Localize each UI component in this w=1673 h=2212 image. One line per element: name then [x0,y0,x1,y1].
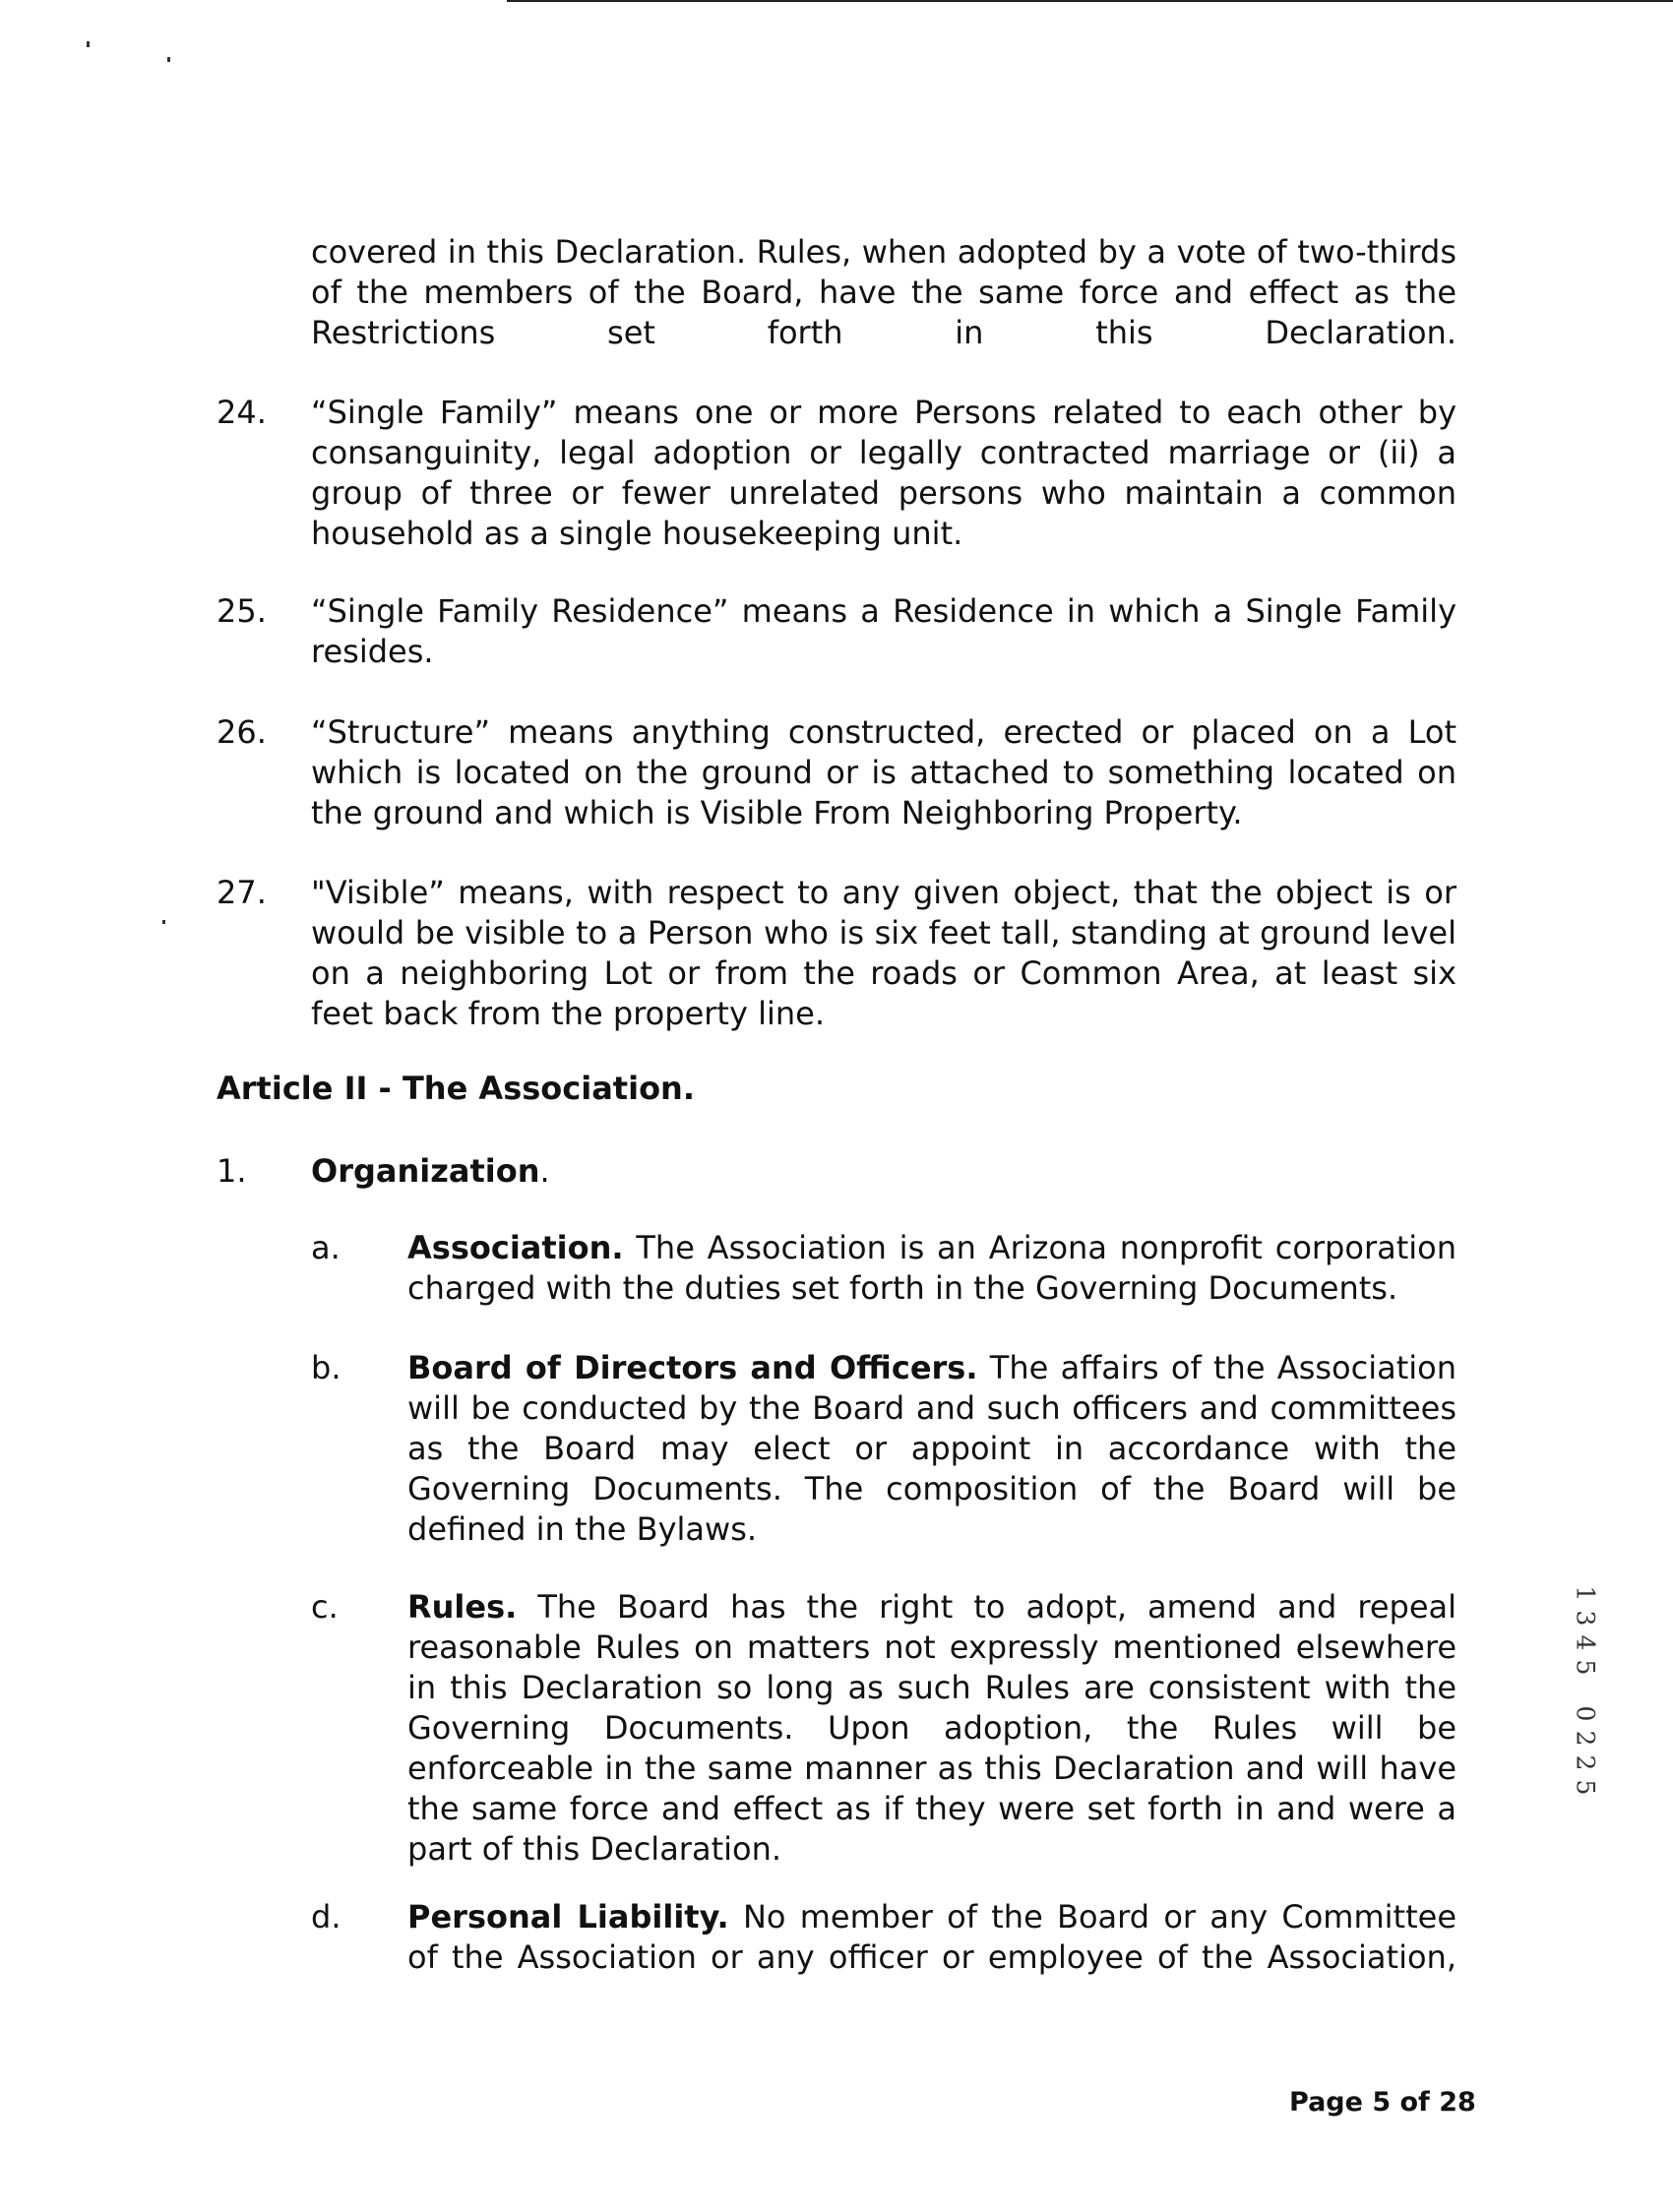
subsection-title: Board of Directors and Officers. [407,1349,978,1386]
stamp-digit: 5 [1571,1779,1600,1796]
subsection-text: The Association is an Arizona nonprofit corporation charged with the duties set forth in the Governing Documents. [407,1229,1456,1307]
subsection-text: The Board has the right to adopt, amend and repeal reasonable Rules on matters not expressly mentioned elsewhere in this Declaration so long as such Rules are consistent with the Governing Documents. Upon adoption, the Rules will be enforceable in the same manner as this Declaration and will have the same force and effect as if they were set forth in and were a part of this Declaration. [407,1588,1456,1868]
stamp-digit: 2 [1571,1754,1600,1771]
top-scan-rule [507,0,1673,2]
item-definition-structure: “Structure” means anything constructed, erected or placed on a Lot which is located on the ground or is attached to something located on the ground and which is Visible From Neighboring Property. [311,713,1456,831]
subsection-letter: c. [311,1588,339,1626]
subsection-title: Association. [407,1229,624,1266]
section-title-text: Organization [311,1152,540,1190]
subsection-association [407,1228,1456,1309]
subsection-text: No member of the Board or any Committee of the Association or any officer or employee of the Association, [407,1898,1457,1976]
side-recording-stamp [1569,1581,1602,1800]
subsection-personal-liability [407,1897,1456,1978]
subsection-title: Rules. [407,1588,518,1626]
subsection-text: The affairs of the Association will be conducted by the Board and such officers and committees as the Board may elect or appoint in accordance with the Governing Documents. The composition of the Board will be defined in the Bylaws. [407,1349,1457,1548]
stamp-digit: 0 [1571,1705,1600,1722]
scan-speck [162,920,165,924]
scan-speck [87,41,90,47]
item-definition-single-family-residence: “Single Family Residence” means a Residence in which a Single Family resides. [311,592,1456,670]
item-definition-visible: "Visible” means, with respect to any given object, that the object is or would be visible to a Person who is six feet tall, standing at ground level on a neighboring Lot or from the roads or Common Area, at least six feet back from the property line. [311,874,1456,1032]
stamp-digit: 1 [1571,1585,1600,1602]
stamp-digit: 5 [1571,1659,1600,1676]
item-number: 27. [217,874,267,911]
stamp-number-group [1569,1581,1602,1680]
stamp-digit: 2 [1571,1730,1600,1747]
subsection-letter: a. [311,1229,341,1266]
article-heading: Article II - The Association. [217,1070,695,1107]
item-number: 26. [217,713,267,751]
section-title-suffix: . [539,1152,550,1190]
item-23-continuation: covered in this Declaration. Rules, when adopted by a vote of two-thirds of the members of the Board, have the same force and effect as the Restrictions set forth in this Declaration. [311,233,1456,351]
item-definition-single-family: “Single Family” means one or more Persons related to each other by consanguinity, legal adoption or legally contracted marriage or (ii) a group of three or fewer unrelated persons who maintain a common household as a single housekeeping unit. [311,394,1456,552]
subsection-rules [407,1587,1456,1870]
subsection-title: Personal Liability. [407,1898,729,1936]
page-number-footer: Page 5 of 28 [1289,2087,1476,2118]
subsection-letter: b. [311,1349,341,1386]
section-title [311,1151,550,1192]
subsection-board-of-directors [407,1348,1456,1550]
stamp-digit: 4 [1571,1634,1600,1651]
stamp-digit: 3 [1571,1610,1600,1627]
item-number: 25. [217,592,267,630]
stamp-number-group [1569,1701,1602,1800]
item-number: 24. [217,394,267,431]
subsection-letter: d. [311,1898,341,1936]
section-number: 1. [217,1152,247,1190]
scan-speck [167,57,170,62]
